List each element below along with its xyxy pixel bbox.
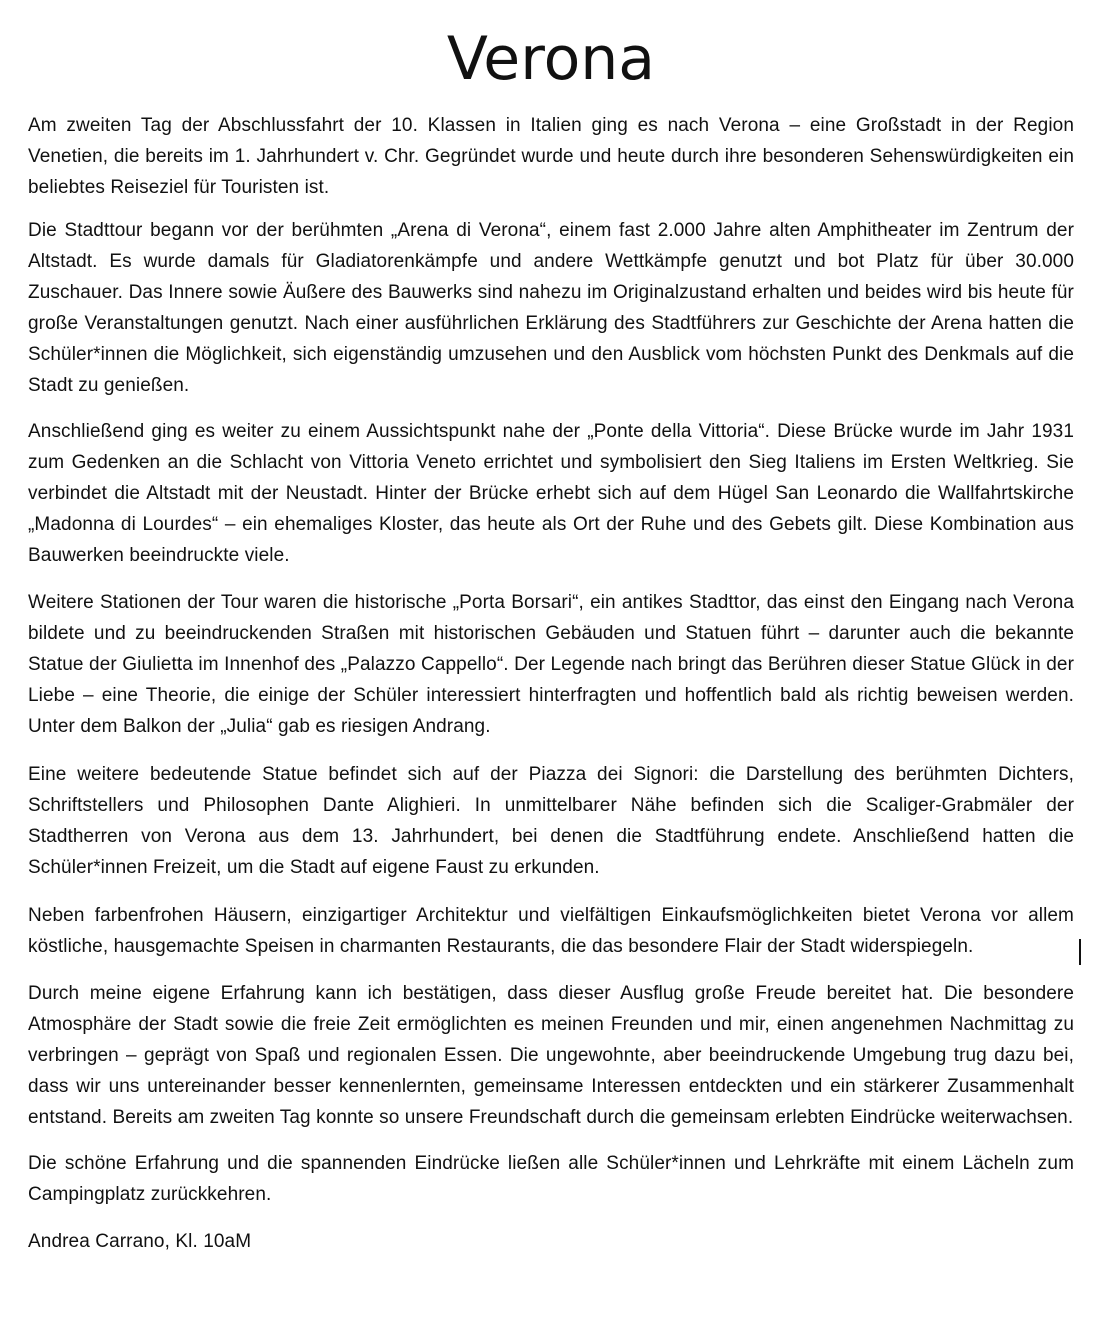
paragraph-conclusion[interactable]: Die schöne Erfahrung und die spannenden Eindrücke ließen alle Schüler*innen und Lehrkräfte mit einem Lächeln zum Campingplatz zurückkehren. [28, 1153, 1074, 1205]
document-title[interactable]: Verona [446, 24, 656, 94]
paragraph-intro[interactable]: Am zweiten Tag der Abschlussfahrt der 10. Klassen in Italien ging es nach Verona – eine Großstadt in der Region Venetien, die bereits im 1. Jahrhundert v. Chr. Gegründet wurde und heute durch ihre besonderen Sehenswürdigkeiten ein beliebtes Reiseziel für Touristen ist. [28, 115, 1074, 198]
paragraph-arena[interactable]: Die Stadttour begann vor der berühmten „Arena di Verona“, einem fast 2.000 Jahre alten Amphitheater im Zentrum der Altstadt. Es wurde damals für Gladiatorenkämpfe und andere Wettkämpfe genutzt und bot Platz für über 30.000 Zuschauer. Das Innere sowie Äußere des Bauwerks sind nahezu im Originalzustand erhalten und beides wird bis heute für große Veranstaltungen genutzt. Nach einer ausführlichen Erklärung des Stadtführers zur Geschichte der Arena hatten die Schüler*innen die Möglichkeit, sich eigenständig umzusehen und den Ausblick vom höchsten Punkt des Denkmals auf die Stadt zu genießen. [28, 220, 1074, 396]
paragraph-ponte-della-vittoria[interactable]: Anschließend ging es weiter zu einem Aussichtspunkt nahe der „Ponte della Vittoria“. Diese Brücke wurde im Jahr 1931 zum Gedenken an die Schlacht von Vittoria Veneto errichtet und symbolisiert den Sieg Italiens im Ersten Weltkrieg. Sie verbindet die Altstadt mit der Neustadt. Hinter der Brücke erhebt sich auf dem Hügel San Leonardo die Wallfahrtskirche „Madonna di Lourdes“ – ein ehemaliges Kloster, das heute als Ort der Ruhe und des Gebets gilt. Diese Kombination aus Bauwerken beeindruckte viele. [28, 421, 1074, 566]
paragraph-city-flair[interactable]: Neben farbenfrohen Häusern, einzigartiger Architektur und vielfältigen Einkaufsmöglichkeiten bietet Verona vor allem köstliche, hausgemachte Speisen in charmanten Restaurants, die das besondere Flair der Stadt widerspiegeln. [28, 905, 1074, 957]
paragraph-piazza-dei-signori[interactable]: Eine weitere bedeutende Statue befindet sich auf der Piazza dei Signori: die Darstellung des berühmten Dichters, Schriftstellers und Philosophen Dante Alighieri. In unmittelbarer Nähe befinden sich die Scaliger-Grabmäler der Stadtherren von Verona aus dem 13. Jahrhundert, bei denen die Stadtführung endete. Anschließend hatten die Schüler*innen Freizeit, um die Stadt auf eigene Faust zu erkunden. [28, 764, 1074, 878]
paragraph-porta-borsari[interactable]: Weitere Stationen der Tour waren die historische „Porta Borsari“, ein antikes Stadttor, das einst den Eingang nach Verona bildete und zu beeindruckenden Straßen mit historischen Gebäuden und Statuen führt – darunter auch die bekannte Statue der Giulietta im Innenhof des „Palazzo Cappello“. Der Legende nach bringt das Berühren dieser Statue Glück in der Liebe – eine Theorie, die einige der Schüler interessiert hinterfragten und hoffentlich bald als richtig beweisen werden. Unter dem Balkon der „Julia“ gab es riesigen Andrang. [28, 592, 1074, 737]
document-page[interactable] [28, 0, 1074, 1257]
text-cursor [1079, 939, 1081, 965]
author-signature[interactable]: Andrea Carrano, Kl. 10aM [28, 1231, 252, 1252]
paragraph-personal-experience[interactable]: Durch meine eigene Erfahrung kann ich bestätigen, dass dieser Ausflug große Freude bereitet hat. Die besondere Atmosphäre der Stadt sowie die freie Zeit ermöglichten es meinen Freunden und mir, einen angenehmen Nachmittag zu verbringen – geprägt von Spaß und regionalen Essen. Die ungewohnte, aber beeindruckende Umgebung trug dazu bei, dass wir uns untereinander besser kennenlernten, gemeinsame Interessen entdeckten und ein stärkerer Zusammenhalt entstand. Bereits am zweiten Tag konnte so unsere Freundschaft durch die gemeinsam erlebten Eindrücke weiterwachsen. [28, 983, 1074, 1128]
